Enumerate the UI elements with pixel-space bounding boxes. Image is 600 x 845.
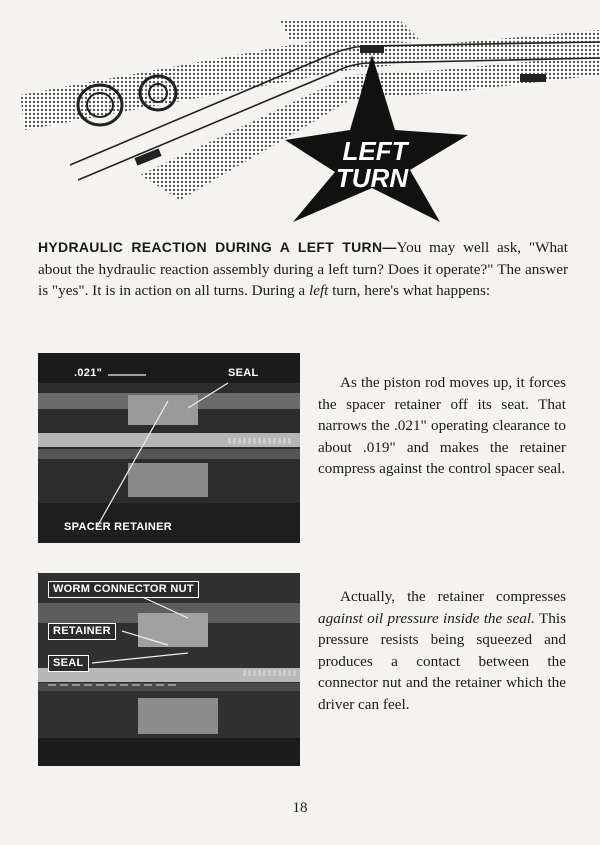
- side-text-2: [318, 586, 566, 715]
- left-turn-illustration: [0, 0, 600, 230]
- intro-paragraph: [38, 237, 568, 302]
- side-text-2-italic: against oil pressure inside the seal.: [318, 609, 535, 627]
- label-seal-2: SEAL: [48, 655, 89, 672]
- section-heading: HYDRAULIC REACTION DURING A LEFT TURN—: [38, 239, 397, 255]
- label-clearance: .021": [74, 367, 103, 379]
- side-text-2-body: [318, 586, 566, 715]
- label-spacer-retainer: SPACER RETAINER: [64, 521, 172, 533]
- photo-1-drawing: [38, 353, 300, 543]
- intro-text-1: You may well ask, "What about the hydraulic reaction assembly during a left turn? Does it operate?" The answer is "yes". It is in action on all turns. During a: [38, 239, 568, 299]
- page-number: 18: [292, 800, 308, 816]
- star-text-left: LEFT: [342, 136, 408, 166]
- intro-text-italic: left: [308, 282, 329, 299]
- label-seal: SEAL: [228, 367, 259, 379]
- side-text-2-part-1: Actually, the retainer compresses: [340, 588, 566, 605]
- label-retainer: RETAINER: [48, 623, 116, 640]
- star-text-turn: TURN: [335, 163, 409, 193]
- photo-spacer-retainer: [38, 353, 300, 543]
- side-text-1: [318, 372, 566, 480]
- side-text-1-body: As the piston rod moves up, it forces the spacer retainer off its seat. That narrows the .021" operating clearance to about .019" and makes the retainer compress against the control spacer seal.: [318, 374, 566, 477]
- side-text-2-part-2: This pressure resists being squeezed and produces a contact between the connector nut and the retainer which the driver can feel.: [318, 609, 566, 713]
- intro-text-2: turn, here's what happens:: [328, 282, 491, 299]
- label-worm-connector-nut: WORM CONNECTOR NUT: [48, 581, 199, 598]
- photo-worm-connector: [38, 573, 300, 766]
